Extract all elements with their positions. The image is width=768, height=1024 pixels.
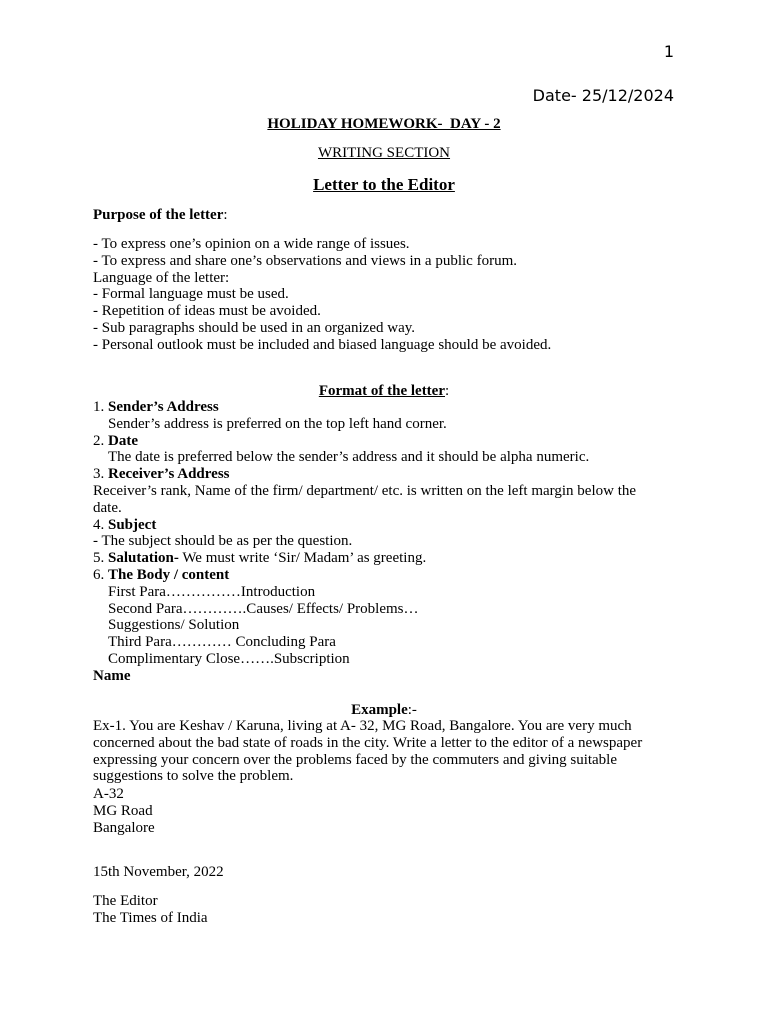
- receiver-line: The Times of India: [93, 909, 208, 926]
- format-heading-label: Format of the letter: [318, 383, 445, 399]
- body-line: Second Para………….Causes/ Effects/ Problems…: [108, 600, 419, 617]
- purpose-line: - Personal outlook must be included and biased language should be avoided.: [93, 336, 552, 353]
- address-line: Bangalore: [93, 819, 155, 836]
- body-line: First Para……………Introduction: [108, 583, 316, 600]
- format-item-detail: Receiver’s rank, Name of the firm/ department/ etc. is written on the left margin below the date.: [93, 482, 637, 516]
- item-number: 4.: [93, 516, 108, 533]
- receiver-address: [93, 893, 668, 927]
- letter-heading: Letter to the Editor: [313, 175, 455, 194]
- purpose-heading: [93, 207, 668, 224]
- body-line: Third Para………… Concluding Para: [108, 634, 336, 651]
- body-line: Complimentary Close…….Subscription: [108, 650, 350, 667]
- example-question: Ex-1. You are Keshav / Karuna, living at A- 32, MG Road, Bangalore. You are very much concerned about the bad state of roads in the city. Write a letter to the editor of a newspaper expressing your concern over the problems faced by the commuters and giving suitable suggestions to solve the problem.: [93, 718, 643, 785]
- purpose-line: - Repetition of ideas must be avoided.: [93, 303, 321, 320]
- section-title: WRITING SECTION: [317, 145, 451, 161]
- example-heading-suffix: :-: [407, 702, 417, 718]
- language-heading: Language of the letter:: [93, 269, 230, 286]
- format-item: [93, 517, 668, 534]
- format-item-detail: We must write ‘Sir/ Madam’ as greeting.: [178, 550, 427, 567]
- item-label: Subject: [108, 516, 157, 533]
- format-item-detail: Sender’s address is preferred on the top left hand corner.: [108, 415, 447, 432]
- format-item: [93, 399, 668, 416]
- purpose-line: - To express and share one’s observations and views in a public forum.: [93, 252, 517, 269]
- item-label: Salutation-: [108, 550, 179, 567]
- homework-title: HOLIDAY HOMEWORK- DAY - 2: [267, 116, 501, 132]
- example-heading: [0, 702, 768, 719]
- sender-address: [93, 786, 668, 836]
- purpose-line: - To express one’s opinion on a wide range of issues.: [93, 236, 410, 252]
- format-item: [93, 466, 668, 483]
- format-item-detail: - The subject should be as per the question.: [93, 533, 353, 550]
- item-number: 1.: [93, 399, 108, 415]
- letter-date: 15th November, 2022: [93, 864, 224, 880]
- document-date: Date- 25/12/2024: [532, 86, 674, 105]
- item-number: 5.: [93, 550, 108, 567]
- format-list: [93, 399, 668, 685]
- example-heading-label: Example: [351, 702, 408, 718]
- item-label: Date: [108, 432, 138, 449]
- item-label: The Body / content: [108, 566, 230, 583]
- body-line: Suggestions/ Solution: [108, 617, 240, 634]
- format-item: [93, 567, 668, 584]
- receiver-line: The Editor: [93, 893, 158, 909]
- name-label: Name: [93, 667, 131, 684]
- format-item-detail: The date is preferred below the sender’s address and it should be alpha numeric.: [108, 449, 590, 466]
- item-label: Receiver’s Address: [108, 466, 230, 483]
- address-line: A-32: [93, 786, 124, 802]
- purpose-colon: :: [223, 207, 228, 223]
- item-label: Sender’s Address: [108, 399, 219, 415]
- address-line: MG Road: [93, 802, 153, 819]
- purpose-list: [93, 236, 668, 354]
- purpose-label: Purpose of the letter: [93, 207, 224, 223]
- format-heading-colon: :: [445, 383, 450, 399]
- format-item: [93, 550, 668, 567]
- item-number: 3.: [93, 466, 108, 483]
- format-item: [93, 433, 668, 450]
- purpose-line: - Formal language must be used.: [93, 286, 289, 303]
- item-number: 2.: [93, 432, 108, 449]
- page-number: 1: [663, 42, 674, 61]
- format-heading: [0, 383, 768, 400]
- item-number: 6.: [93, 566, 108, 583]
- purpose-line: - Sub paragraphs should be used in an organized way.: [93, 319, 416, 336]
